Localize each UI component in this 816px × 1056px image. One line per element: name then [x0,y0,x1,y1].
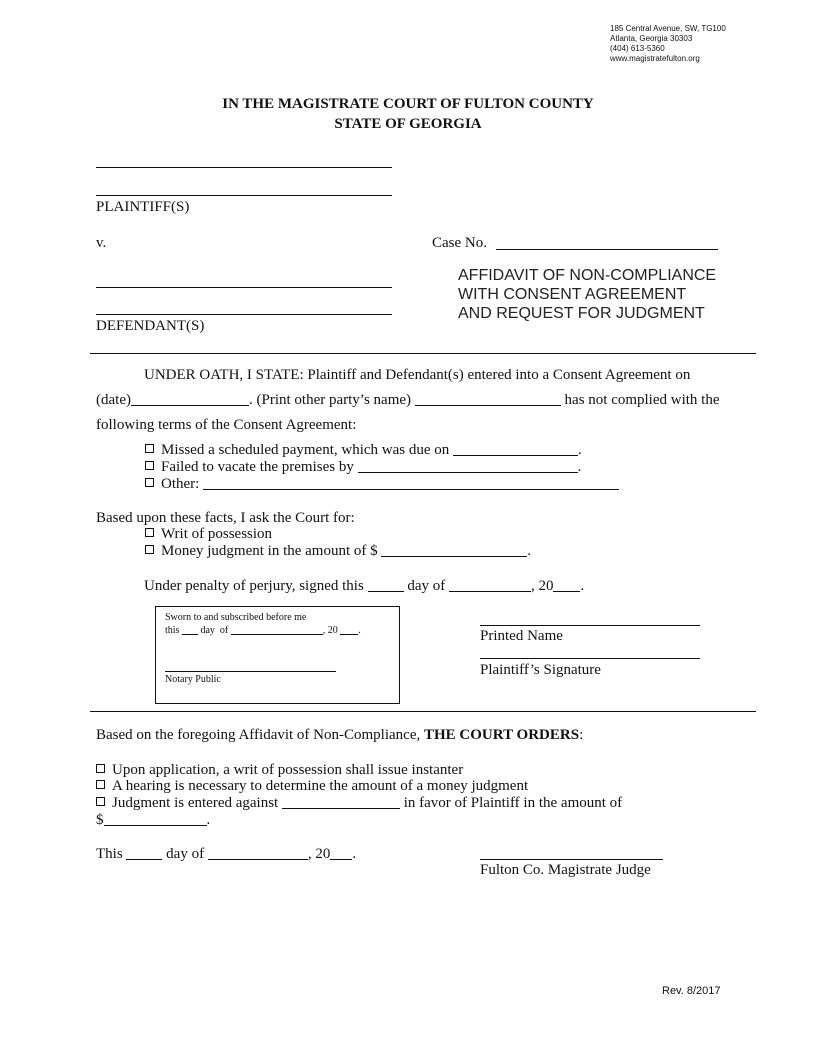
other-checkbox[interactable] [145,478,154,487]
defendant-name-line-2[interactable] [96,314,392,315]
notary-signature-line[interactable] [165,671,336,672]
case-number-line[interactable] [496,249,718,250]
money-judgment-checkbox[interactable] [145,545,154,554]
not-complied-text: has not complied with the [564,392,720,408]
judge-signature-label: Fulton Co. Magistrate Judge [480,862,651,878]
missed-payment-checkbox[interactable] [145,444,154,453]
order-judgment-checkbox[interactable] [96,797,105,806]
section-divider-top [90,353,756,354]
court-order-colon: : [579,727,584,743]
money-judgment-amount-field[interactable] [381,543,527,557]
perjury-year-prefix: , 20 [530,578,554,594]
order-judgment-label: Judgment is entered against [112,795,279,811]
versus-label: v. [96,235,107,251]
option-failed-vacate[interactable]: Failed to vacate the premises by . [145,459,581,476]
court-order-intro [96,727,583,744]
perjury-text: Under penalty of perjury, signed this [144,578,364,594]
order-hearing-checkbox[interactable] [96,780,105,789]
revision-label: Rev. 8/2017 [662,985,721,997]
notary-date-line: this day of , 20 . [165,625,361,636]
terms-statement: following terms of the Consent Agreement: [96,417,357,433]
other-party-name-field[interactable] [415,392,561,406]
request-writ-of-possession[interactable] [145,526,272,543]
section-divider-bottom [90,711,756,712]
notary-this: this [165,625,180,636]
failed-vacate-checkbox[interactable] [145,461,154,470]
signed-year-field[interactable] [553,578,580,592]
court-order-intro-text: Based on the foregoing Affidavit of Non-Compliance, [96,727,424,743]
document-title-line-1: AFFIDAVIT OF NON-COMPLIANCE [458,267,717,284]
order-this: This [96,846,123,862]
judgment-amount-line: $ . [96,812,211,828]
missed-payment-label: Missed a scheduled payment, which was due on [161,442,450,458]
other-label: Other: [161,476,200,492]
document-title-line-2: WITH CONSENT AGREEMENT [458,286,687,303]
request-money-judgment[interactable]: Money judgment in the amount of $ . [145,543,531,560]
print-name-label: . (Print other party’s name) [248,392,412,408]
order-option-writ[interactable] [96,762,463,779]
date-and-party-line [96,392,720,409]
address-website: www.magistratefulton.org [610,54,700,63]
judgment-against-field[interactable] [282,795,400,809]
notary-public-label: Notary Public [165,674,221,685]
payment-due-date-field[interactable] [453,442,578,456]
order-option-judgment[interactable] [96,795,622,812]
plaintiff-signature-line[interactable] [480,658,700,659]
defendant-label: DEFENDANT(S) [96,318,205,334]
signed-day-field[interactable] [368,578,404,592]
order-day-of: day of [166,846,205,862]
order-option-hearing[interactable] [96,778,528,795]
plaintiff-name-line-1[interactable] [96,167,392,168]
failed-vacate-label: Failed to vacate the premises by [161,459,354,475]
agreement-date-field[interactable] [131,392,249,406]
vacate-date-field[interactable] [358,459,578,473]
notary-year-field[interactable] [340,625,358,635]
notary-of: of [219,625,229,636]
option-missed-payment[interactable]: Missed a scheduled payment, which was due on . [145,442,582,459]
notary-box [155,606,400,704]
plaintiff-name-line-2[interactable] [96,195,392,196]
court-address-block [610,24,726,64]
document-title-line-3: AND REQUEST FOR JUDGMENT [458,305,705,322]
printed-name-line[interactable] [480,625,700,626]
judgment-favor-text: in favor of Plaintiff in the amount of [403,795,623,811]
writ-label: Writ of possession [161,526,273,542]
order-writ-label: Upon application, a writ of possession shall issue instanter [112,762,464,778]
option-other[interactable] [145,476,619,493]
address-line-2: Atlanta, Georgia 30303 [610,34,693,43]
writ-checkbox[interactable] [145,528,154,537]
perjury-statement: Under penalty of perjury, signed this day of , 20 . [144,578,585,594]
document-title [458,266,716,323]
notary-year-prefix: 20 [327,625,338,636]
judgment-amount-field[interactable] [104,812,207,826]
dollar-sign: $ [96,812,104,828]
date-label: (date) [96,392,131,408]
notary-day-field[interactable] [182,625,198,635]
plaintiff-label: PLAINTIFF(S) [96,199,190,215]
order-month-field[interactable] [208,846,308,860]
printed-name-label: Printed Name [480,628,563,644]
other-description-field[interactable] [203,476,619,490]
notary-day: day [200,625,215,636]
case-number-label: Case No. [432,235,487,251]
judge-signature-line[interactable] [480,859,663,860]
order-date-line: This day of , 20 . [96,846,357,862]
signed-month-field[interactable] [449,578,531,592]
court-title-line-2: STATE OF GEORGIA [334,116,482,132]
plaintiff-signature-label: Plaintiff’s Signature [480,662,601,678]
money-judgment-label: Money judgment in the amount of $ [161,543,378,559]
court-title-line-1: IN THE MAGISTRATE COURT OF FULTON COUNTY [222,96,594,112]
order-hearing-label: A hearing is necessary to determine the amount of a money judgment [112,778,529,794]
order-year-prefix: , 20 [307,846,331,862]
order-day-field[interactable] [126,846,162,860]
defendant-name-line-1[interactable] [96,287,392,288]
notary-month-field[interactable] [231,625,323,635]
address-phone: (404) 613-5360 [610,44,665,53]
court-orders-heading: THE COURT ORDERS [424,727,580,743]
perjury-day-of: day of [407,578,446,594]
address-line-1: 185 Central Avenue, SW, TG100 [610,24,726,33]
notary-sworn-text: Sworn to and subscribed before me [165,612,307,623]
order-year-field[interactable] [330,846,352,860]
order-writ-checkbox[interactable] [96,764,105,773]
request-intro: Based upon these facts, I ask the Court for: [96,510,355,526]
oath-statement: UNDER OATH, I STATE: Plaintiff and Defendant(s) entered into a Consent Agreement on [144,367,691,383]
